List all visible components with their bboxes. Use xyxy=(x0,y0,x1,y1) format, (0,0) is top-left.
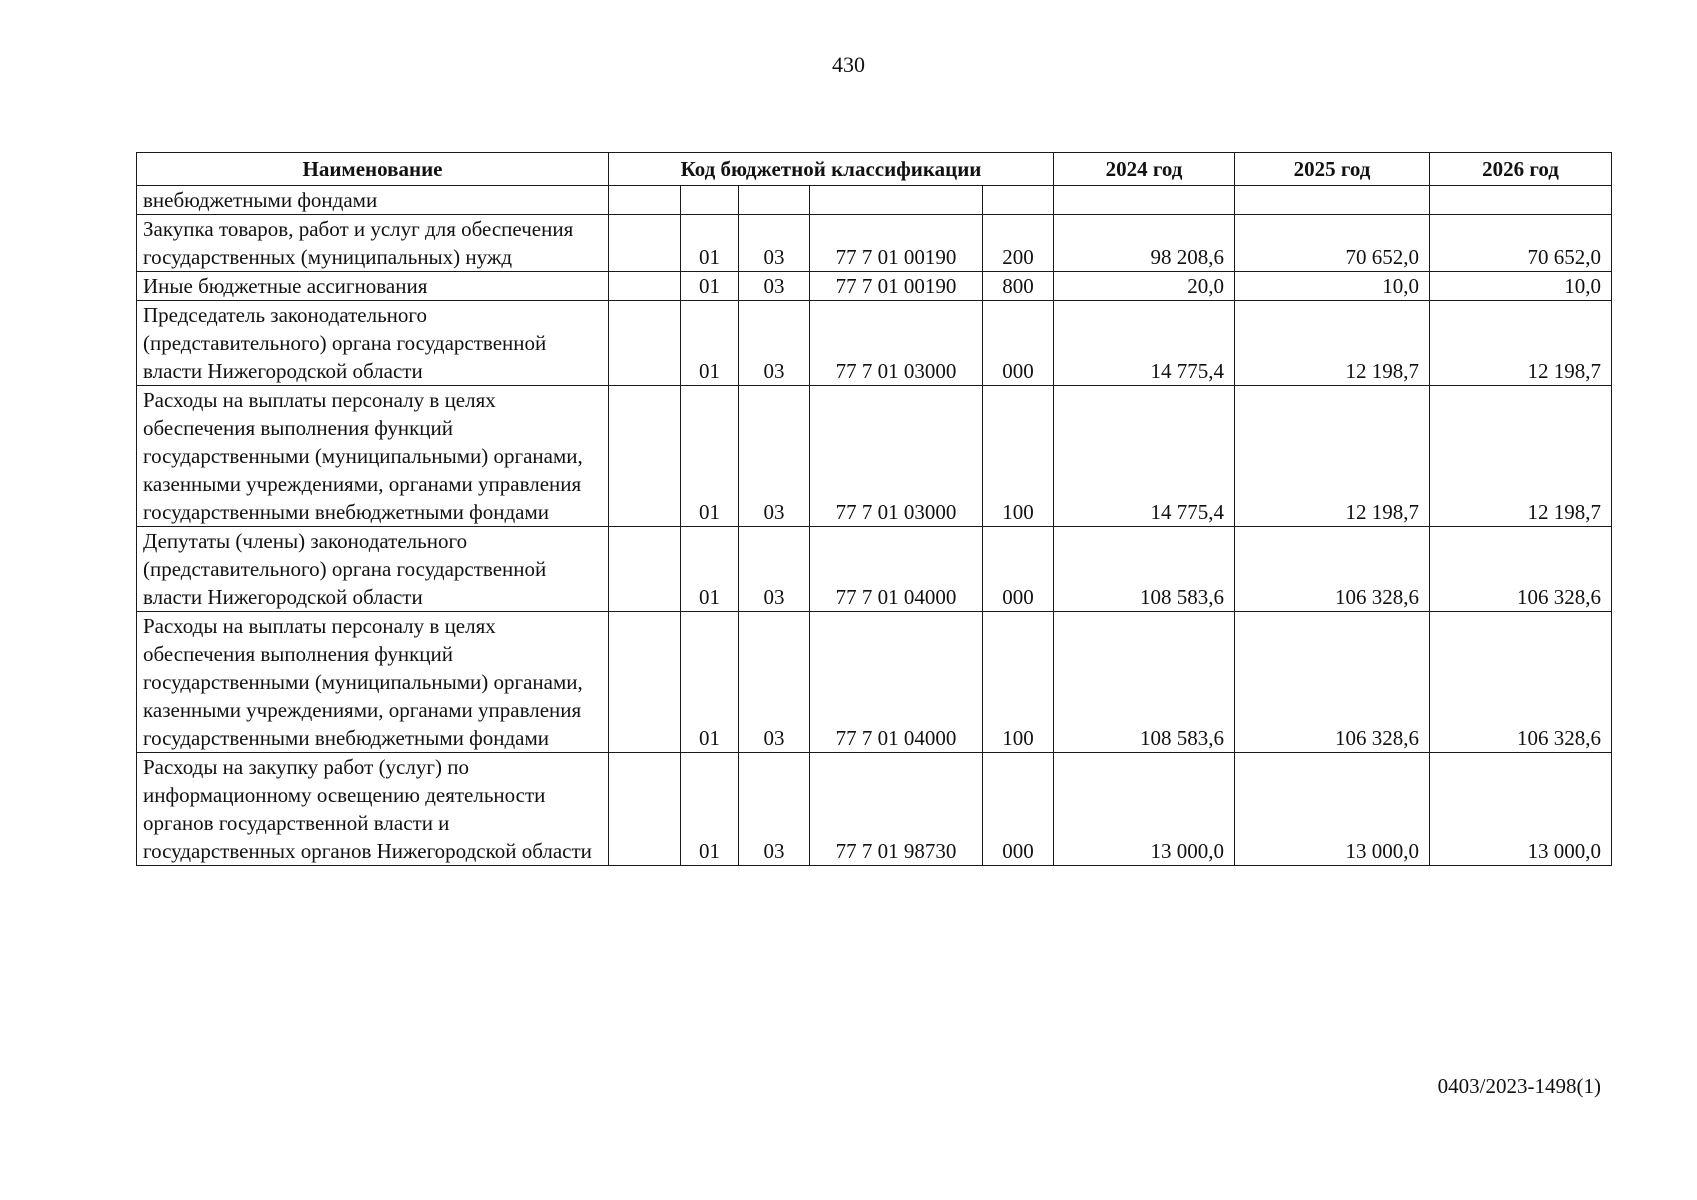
table-row xyxy=(137,186,1612,215)
table-row xyxy=(137,386,1612,527)
budget-table xyxy=(136,152,1612,866)
row-subsection-code: 03 xyxy=(739,753,810,866)
row-value-2024: 14 775,4 xyxy=(1054,386,1235,527)
row-expense-type-code: 100 xyxy=(983,386,1054,527)
header-2026: 2026 год xyxy=(1430,153,1612,186)
row-code-blank xyxy=(609,612,681,753)
row-value-2026 xyxy=(1430,186,1612,215)
row-code-blank xyxy=(609,527,681,612)
row-value-2024: 14 775,4 xyxy=(1054,301,1235,386)
row-section-code: 01 xyxy=(681,301,739,386)
table-row xyxy=(137,753,1612,866)
row-value-2024: 108 583,6 xyxy=(1054,612,1235,753)
row-target-code: 77 7 01 03000 xyxy=(810,386,983,527)
row-name: Расходы на выплаты персоналу в целях обеспечения выполнения функций государственными (муниципальными) органами, казенными учреждениями, органами управления государственными внебюджетными фондами xyxy=(137,386,609,527)
row-subsection-code: 03 xyxy=(739,272,810,301)
row-section-code: 01 xyxy=(681,753,739,866)
row-target-code: 77 7 01 00190 xyxy=(810,215,983,272)
row-value-2024: 13 000,0 xyxy=(1054,753,1235,866)
row-value-2026: 13 000,0 xyxy=(1430,753,1612,866)
row-code-blank xyxy=(609,272,681,301)
header-name: Наименование xyxy=(137,153,609,186)
row-target-code: 77 7 01 98730 xyxy=(810,753,983,866)
row-section-code: 01 xyxy=(681,386,739,527)
row-value-2024: 108 583,6 xyxy=(1054,527,1235,612)
row-value-2026: 10,0 xyxy=(1430,272,1612,301)
row-name: Закупка товаров, работ и услуг для обеспечения государственных (муниципальных) нужд xyxy=(137,215,609,272)
row-name: Расходы на закупку работ (услуг) по информационному освещению деятельности органов государственной власти и государственных органов Нижегородской области xyxy=(137,753,609,866)
row-expense-type-code: 000 xyxy=(983,527,1054,612)
table-row xyxy=(137,612,1612,753)
row-value-2024 xyxy=(1054,186,1235,215)
table-body xyxy=(137,186,1612,866)
row-value-2025: 106 328,6 xyxy=(1235,612,1430,753)
document-id: 0403/2023-1498(1) xyxy=(1437,1074,1601,1098)
row-value-2024: 98 208,6 xyxy=(1054,215,1235,272)
row-subsection-code: 03 xyxy=(739,301,810,386)
row-subsection-code: 03 xyxy=(739,386,810,527)
row-subsection-code: 03 xyxy=(739,527,810,612)
row-value-2026: 70 652,0 xyxy=(1430,215,1612,272)
row-value-2025: 13 000,0 xyxy=(1235,753,1430,866)
header-2024: 2024 год xyxy=(1054,153,1235,186)
row-expense-type-code: 000 xyxy=(983,301,1054,386)
row-expense-type-code: 200 xyxy=(983,215,1054,272)
row-code-blank xyxy=(609,215,681,272)
row-code-blank xyxy=(609,386,681,527)
row-section-code: 01 xyxy=(681,215,739,272)
row-name: внебюджетными фондами xyxy=(137,186,609,215)
table-row xyxy=(137,272,1612,301)
row-value-2025: 10,0 xyxy=(1235,272,1430,301)
row-section-code xyxy=(681,186,739,215)
row-value-2025: 12 198,7 xyxy=(1235,301,1430,386)
row-target-code: 77 7 01 04000 xyxy=(810,527,983,612)
row-value-2025: 106 328,6 xyxy=(1235,527,1430,612)
row-section-code: 01 xyxy=(681,272,739,301)
row-name: Председатель законодательного (представительного) органа государственной власти Нижегородской области xyxy=(137,301,609,386)
row-expense-type-code: 100 xyxy=(983,612,1054,753)
table-row xyxy=(137,527,1612,612)
table-row xyxy=(137,215,1612,272)
row-code-blank xyxy=(609,753,681,866)
page-number: 430 xyxy=(832,52,865,77)
row-subsection-code: 03 xyxy=(739,215,810,272)
header-2025: 2025 год xyxy=(1235,153,1430,186)
row-expense-type-code: 000 xyxy=(983,753,1054,866)
row-value-2026: 106 328,6 xyxy=(1430,527,1612,612)
table-row xyxy=(137,301,1612,386)
table-header xyxy=(137,153,1612,186)
row-code-blank xyxy=(609,301,681,386)
header-code: Код бюджетной классификации xyxy=(609,153,1054,186)
row-name: Депутаты (члены) законодательного (представительного) органа государственной власти Нижегородской области xyxy=(137,527,609,612)
row-expense-type-code: 800 xyxy=(983,272,1054,301)
row-name: Иные бюджетные ассигнования xyxy=(137,272,609,301)
row-value-2024: 20,0 xyxy=(1054,272,1235,301)
row-target-code: 77 7 01 03000 xyxy=(810,301,983,386)
row-code-blank xyxy=(609,186,681,215)
row-expense-type-code xyxy=(983,186,1054,215)
row-value-2025: 70 652,0 xyxy=(1235,215,1430,272)
row-subsection-code: 03 xyxy=(739,612,810,753)
row-value-2025 xyxy=(1235,186,1430,215)
row-section-code: 01 xyxy=(681,527,739,612)
row-value-2026: 12 198,7 xyxy=(1430,386,1612,527)
row-subsection-code xyxy=(739,186,810,215)
row-section-code: 01 xyxy=(681,612,739,753)
header-row xyxy=(137,153,1612,186)
row-target-code xyxy=(810,186,983,215)
row-value-2026: 106 328,6 xyxy=(1430,612,1612,753)
row-value-2025: 12 198,7 xyxy=(1235,386,1430,527)
row-name: Расходы на выплаты персоналу в целях обеспечения выполнения функций государственными (муниципальными) органами, казенными учреждениями, органами управления государственными внебюджетными фондами xyxy=(137,612,609,753)
row-target-code: 77 7 01 04000 xyxy=(810,612,983,753)
row-target-code: 77 7 01 00190 xyxy=(810,272,983,301)
row-value-2026: 12 198,7 xyxy=(1430,301,1612,386)
